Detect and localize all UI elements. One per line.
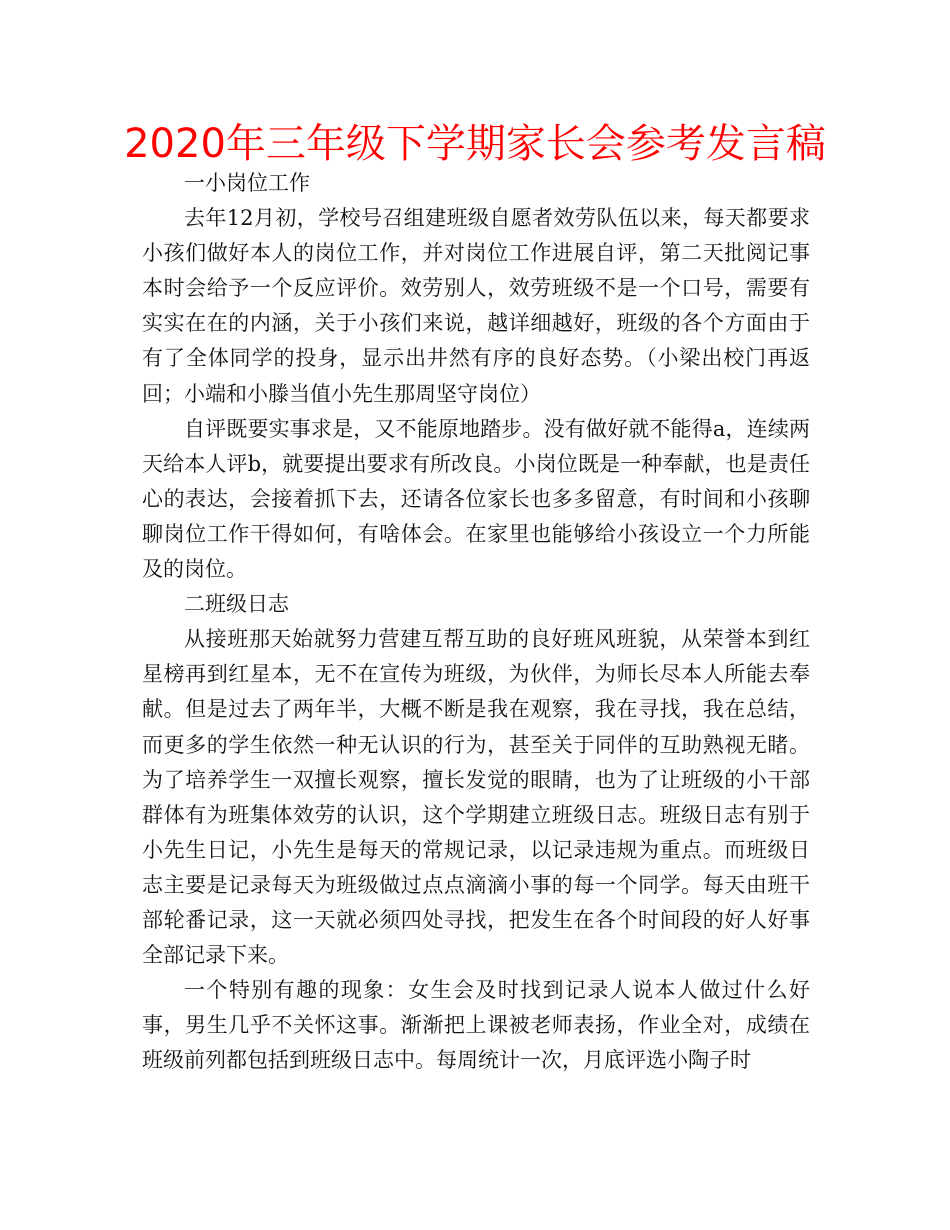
paragraph-2: 自评既要实事求是，又不能原地踏步。没有做好就不能得a，连续两天给本人评b，就要提出要求有所改良。小岗位既是一种奉献，也是责任心的表达，会接着抓下去，还请各位家长也多多留意，有时间和小孩聊聊岗位工作干得如何，有啥体会。在家里也能够给小孩设立一个力所能及的岗位。: [142, 416, 810, 582]
paragraph-4: 一个特别有趣的现象：女生会及时找到记录人说本人做过什么好事，男生几乎不关怀这事。渐渐把上课被老师表扬，作业全对，成绩在班级前列都包括到班级日志中。每周统计一次，月底评选小陶子时: [142, 978, 810, 1073]
document-body: [142, 166, 810, 1078]
paragraph-1: 去年12月初，学校号召组建班级自愿者效劳队伍以来，每天都要求小孩们做好本人的岗位工作，并对岗位工作进展自评，第二天批阅记事本时会给予一个反应评价。效劳别人，效劳班级不是一个口号，需要有实实在在的内涵，关于小孩们来说，越详细越好，班级的各个方面由于有了全体同学的投身，显示出井然有序的良好态势。（小梁出校门再返回；小端和小滕当值小先生那周坚守岗位）: [142, 206, 810, 406]
section-heading-1: 一小岗位工作: [184, 171, 310, 195]
section-heading-2: 二班级日志: [184, 592, 289, 617]
document-title: 2020年三年级下学期家长会参考发言稿: [124, 121, 826, 167]
paragraph-3: 从接班那天始就努力营建互帮互助的良好班风班貌，从荣誉本到红星榜再到红星本，无不在宣传为班级，为伙伴，为师长尽本人所能去奉献。但是过去了两年半，大概不断是我在观察，我在寻找，我在总结，而更多的学生依然一种无认识的行为，甚至关于同伴的互助熟视无睹。为了培养学生一双擅长观察，擅长发觉的眼睛，也为了让班级的小干部群体有为班集体效劳的认识，这个学期建立班级日志。班级日志有别于小先生日记，小先生是每天的常规记录，以记录违规为重点。而班级日志主要是记录每天为班级做过点点滴滴小事的每一个同学。每天由班干部轮番记录，这一天就必须四处寻找，把发生在各个时间段的好人好事全部记录下来。: [142, 627, 810, 968]
